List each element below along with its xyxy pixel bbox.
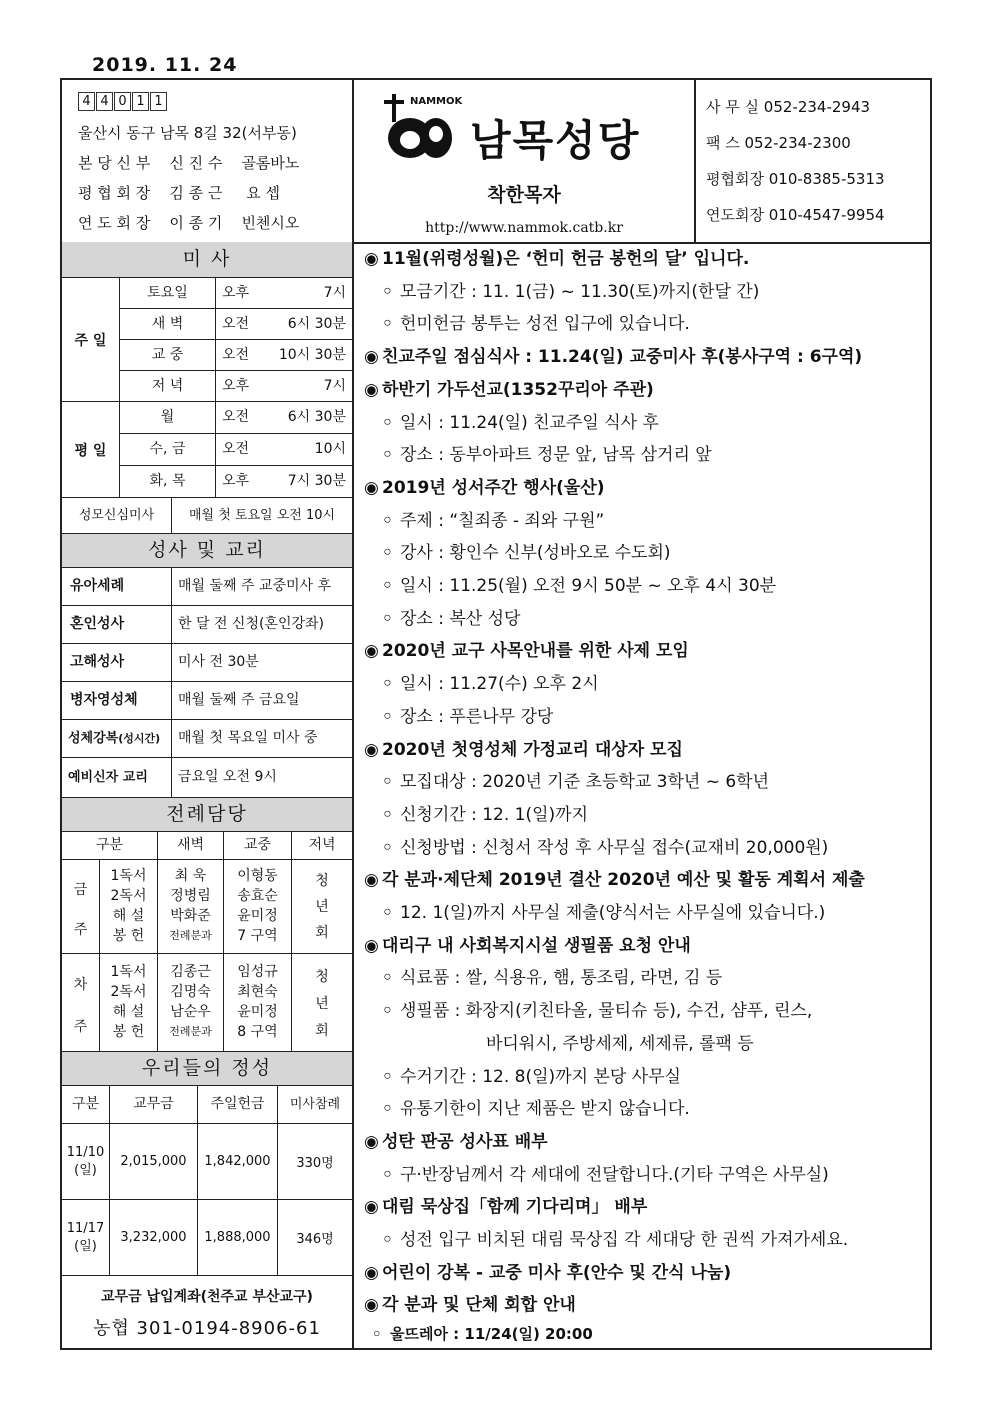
zip-digit: 4 (78, 92, 95, 111)
header-logo-area (354, 80, 696, 242)
sacraments-title: 성사 및 교리 (62, 534, 352, 568)
contacts (696, 80, 930, 242)
sacrament-label: 유아세례 (62, 568, 172, 606)
notice-item (382, 277, 759, 302)
sacrament-label: 고해성사 (62, 644, 172, 682)
notice-heading (364, 342, 862, 367)
target-bullet-icon: ◉ (364, 379, 379, 400)
notice-text: 11월(위령성월)은 ‘헌미 헌금 봉헌의 달’ 입니다. (382, 249, 750, 269)
notice-text: 어린이 강복 - 교중 미사 후(안수 및 간식 나눔) (382, 1262, 732, 1283)
sacrament-label: 혼인성사 (62, 606, 172, 644)
zip-digit: 1 (132, 92, 149, 111)
notice-text: 모집대상 : 2020년 기준 초등학교 3학년 ~ 6학년 (400, 772, 770, 793)
notice-text: 장소 : 푸른나무 강당 (400, 706, 554, 727)
notice-text: 각 분과·제단체 2019년 결산 2020년 예산 및 활동 계획서 제출 (382, 870, 865, 891)
notice-item (382, 1062, 681, 1087)
offering-sunday: 1,888,000 (198, 1200, 278, 1276)
notice-text: 성전 입구 비치된 대림 묵상집 각 세대당 한 권씩 가져가세요. (400, 1230, 849, 1250)
sunday-label: 주 일 (62, 278, 120, 402)
notice-text: 각 분과 및 단체 회합 안내 (382, 1295, 576, 1316)
circle-bullet-icon: ◦ (382, 1164, 393, 1185)
mass-day: 화, 목 (120, 466, 216, 498)
notice-item (382, 408, 659, 433)
notice-item (382, 309, 690, 334)
offering-tithe: 2,015,000 (110, 1124, 198, 1200)
bulletin-frame (60, 78, 932, 1350)
offering-sunday: 1,842,000 (198, 1124, 278, 1200)
notice-item (382, 604, 520, 629)
notice-heading (364, 1290, 576, 1315)
target-bullet-icon: ◉ (364, 870, 379, 891)
circle-bullet-icon: ◦ (382, 510, 393, 531)
circle-bullet-icon: ◦ (382, 1001, 393, 1022)
notice-text: 성탄 판공 성사표 배부 (382, 1131, 548, 1152)
notice-heading (364, 865, 865, 890)
liturgy-dawn: 최 욱 정병림 박화준 전례분과 (158, 860, 224, 954)
mass-day: 새 벽 (120, 309, 216, 340)
notice-text: 신청기간 : 12. 1(일)까지 (400, 804, 589, 825)
liturgy-title: 전례담당 (62, 798, 352, 832)
liturgy-dawn: 김종근 김명숙 남순우 전례분과 (158, 954, 224, 1052)
zip-code (78, 92, 168, 111)
staff-name: 김 종 근 (169, 184, 223, 202)
notice-list (354, 242, 930, 1350)
target-bullet-icon: ◉ (364, 1197, 379, 1218)
circle-bullet-icon: ◦ (382, 903, 393, 923)
target-bullet-icon: ◉ (364, 739, 379, 760)
contact-line: 평협회장 010-8385-5313 (706, 170, 885, 188)
contact-line: 연도회장 010-4547-9954 (706, 206, 885, 224)
notice-item (382, 702, 553, 727)
notice-heading (364, 1258, 731, 1283)
offering-attendance: 330명 (278, 1124, 352, 1200)
left-column (62, 242, 354, 1350)
mass-time: 오전 10시 30분 (216, 340, 352, 371)
offering-title: 우리들의 정성 (62, 1052, 352, 1086)
mass-day: 월 (120, 402, 216, 434)
notice-text: 대림 묵상집「함께 기다리며」 배부 (382, 1197, 648, 1218)
notice-heading (364, 1192, 647, 1217)
notice-item (382, 571, 776, 596)
mass-day: 교 중 (120, 340, 216, 371)
address: 울산시 동구 남목 8길 32(서부동) (78, 124, 297, 142)
target-bullet-icon: ◉ (364, 347, 379, 368)
staff-role: 평 협 회 장 (78, 184, 151, 202)
notice-text: 친교주일 점심식사 : 11.24(일) 교중미사 후(봉사구역 : 6구역) (382, 347, 863, 368)
liturgy-evening: 청 년 회 (292, 860, 352, 954)
notice-item (382, 800, 588, 825)
notice-item (382, 767, 769, 792)
sacrament-label: 성체강복(성시간) (62, 720, 172, 758)
liturgy-main: 임성규 최현숙 윤미정 8 구역 (224, 954, 292, 1052)
sacrament-value: 매월 첫 목요일 미사 중 (172, 720, 352, 758)
notice-text: 주제 : “칠죄종 - 죄와 구원” (400, 510, 605, 531)
heart-mass-value: 매월 첫 토요일 오전 10시 (172, 498, 352, 534)
notice-text: 하반기 가두선교(1352꾸리아 주관) (382, 379, 654, 400)
notice-text: 일시 : 11.24(일) 친교주일 식사 후 (400, 412, 659, 433)
liturgy-week: 금 주 (62, 860, 100, 954)
mass-title: 미 사 (62, 242, 352, 278)
notice-text: 2020년 첫영성체 가정교리 대상자 모집 (382, 739, 683, 760)
notice-item (382, 833, 828, 858)
notice-item (372, 1323, 593, 1344)
notice-text: 장소 : 동부아파트 정문 앞, 남목 삼거리 앞 (400, 445, 712, 466)
account-label: 교무금 납입계좌(천주교 부산교구) (101, 1289, 313, 1305)
notice-item (382, 1094, 690, 1119)
circle-bullet-icon: ◦ (382, 1066, 393, 1087)
liturgy-main: 이형동 송효순 윤미정 7 구역 (224, 860, 292, 954)
circle-bullet-icon: ◦ (382, 543, 393, 564)
sacrament-label: 예비신자 교리 (62, 758, 172, 798)
notice-text: 장소 : 복산 성당 (400, 608, 521, 629)
staff-saint: 골롬바노 (241, 154, 300, 172)
liturgy-header: 저녁 (292, 832, 352, 860)
notice-text: 울뜨레아 : 11/24(일) 20:00 (390, 1325, 593, 1344)
notice-text: 모금기간 : 11. 1(금) ~ 11.30(토)까지(한달 간) (400, 281, 760, 302)
notice-text: 2019년 성서주간 행사(울산) (382, 477, 605, 498)
website-link[interactable]: http://www.nammok.catb.kr (425, 220, 623, 236)
notice-item (382, 996, 812, 1021)
staff-row (78, 182, 280, 203)
church-name: 남목성당 (470, 116, 641, 165)
target-bullet-icon: ◉ (364, 935, 379, 956)
target-bullet-icon: ◉ (364, 1262, 379, 1283)
notice-text: 대리구 내 사회복지시설 생필품 요청 안내 (382, 935, 691, 956)
notice-text: 일시 : 11.27(수) 오후 2시 (400, 674, 599, 695)
notice-text: 2020년 교구 사목안내를 위한 사제 모임 (382, 641, 689, 662)
offering-header: 교무금 (110, 1086, 198, 1124)
circle-bullet-icon: ◦ (382, 968, 393, 989)
notice-text: 수거기간 : 12. 8(일)까지 본당 사무실 (400, 1066, 681, 1087)
circle-bullet-icon: ◦ (382, 772, 393, 793)
mass-day: 수, 금 (120, 434, 216, 466)
zip-digit: 0 (114, 92, 131, 111)
notice-item (382, 538, 671, 563)
circle-bullet-icon: ◦ (382, 281, 393, 302)
liturgy-header: 교중 (224, 832, 292, 860)
liturgy-roles: 1독서 2독서 해 설 봉 헌 (100, 954, 158, 1052)
notice-item (382, 1160, 829, 1185)
notice-heading (364, 1127, 548, 1152)
notice-item (382, 898, 825, 923)
staff-row (78, 212, 299, 233)
staff-role: 본 당 신 부 (78, 154, 151, 172)
liturgy-header: 구분 (62, 832, 158, 860)
notice-item (382, 440, 712, 465)
header (62, 80, 930, 244)
header-info (62, 80, 354, 242)
staff-name: 신 진 수 (169, 154, 223, 172)
sacrament-value: 금요일 오전 9시 (172, 758, 352, 798)
notice-text: 유통기한이 지난 제품은 받지 않습니다. (400, 1099, 690, 1120)
sacrament-value: 매월 둘째 주 금요일 (172, 682, 352, 720)
mass-day: 저 녁 (120, 371, 216, 402)
notice-text: 강사 : 황인수 신부(성바오로 수도회) (400, 543, 671, 564)
zip-digit: 4 (96, 92, 113, 111)
circle-bullet-icon: ◦ (382, 674, 393, 695)
circle-bullet-icon: ◦ (382, 608, 393, 629)
mass-day: 토요일 (120, 278, 216, 309)
notice-item (382, 506, 604, 531)
notice-text: 식료품 : 쌀, 식용유, 햄, 통조림, 라면, 김 등 (400, 968, 723, 989)
offering-tithe: 3,232,000 (110, 1200, 198, 1276)
notice-heading (364, 735, 683, 760)
motto: 착한목자 (487, 184, 561, 206)
notice-text: 헌미헌금 봉투는 성전 입구에 있습니다. (400, 314, 690, 335)
circle-bullet-icon: ◦ (382, 412, 393, 433)
staff-role: 연 도 회 장 (78, 214, 151, 232)
circle-bullet-icon: ◦ (382, 1230, 393, 1250)
sacrament-value: 미사 전 30분 (172, 644, 352, 682)
notice-text: 신청방법 : 신청서 작성 후 사무실 접수(교재비 20,000원) (400, 837, 829, 858)
sacrament-label: 병자영성체 (62, 682, 172, 720)
logo-caption: NAMMOK (410, 96, 463, 107)
contact-line: 사 무 실 052-234-2943 (706, 98, 871, 116)
circle-bullet-icon: ◦ (382, 706, 393, 727)
contact-line: 팩 스 052-234-2300 (706, 134, 851, 152)
sacrament-value: 한 달 전 신청(혼인강좌) (172, 606, 352, 644)
offering-header: 미사참례 (278, 1086, 352, 1124)
bulletin-date: 2019. 11. 24 (92, 54, 238, 76)
liturgy-week: 차 주 (62, 954, 100, 1052)
zip-digit: 1 (150, 92, 167, 111)
offering-date: 11/17 (일) (62, 1200, 110, 1276)
circle-bullet-icon: ◦ (382, 445, 393, 466)
circle-bullet-icon: ◦ (382, 576, 393, 596)
target-bullet-icon: ◉ (364, 641, 379, 662)
liturgy-evening: 청 년 회 (292, 954, 352, 1052)
account-number: 농협 301-0194-8906-61 (93, 1318, 321, 1339)
circle-bullet-icon: ◦ (382, 314, 393, 335)
circle-bullet-icon: ◦ (382, 1099, 393, 1120)
liturgy-roles: 1독서 2독서 해 설 봉 헌 (100, 860, 158, 954)
notice-text: 12. 1(일)까지 사무실 제출(양식서는 사무실에 있습니다.) (400, 903, 826, 923)
notice-item (382, 669, 599, 694)
offering-attendance: 346명 (278, 1200, 352, 1276)
target-bullet-icon: ◉ (364, 1295, 379, 1316)
notice-heading (364, 636, 689, 661)
mass-time: 오후 7시 (216, 278, 352, 309)
circle-bullet-icon: ◦ (382, 837, 393, 858)
notice-item (382, 963, 722, 988)
mass-time: 오전 6시 30분 (216, 402, 352, 434)
circle-bullet-icon: ◦ (372, 1325, 382, 1344)
staff-name: 이 종 기 (169, 214, 223, 232)
notice-text: 구·반장님께서 각 세대에 전달합니다.(기타 구역은 사무실) (400, 1164, 829, 1185)
notice-heading (364, 375, 654, 400)
staff-saint: 빈첸시오 (241, 214, 300, 232)
offering-header: 주일헌금 (198, 1086, 278, 1124)
notice-text: 일시 : 11.25(월) 오전 9시 50분 ~ 오후 4시 30분 (400, 576, 777, 596)
notice-text: 생필품 : 화장지(키친타올, 물티슈 등), 수건, 샴푸, 린스, (400, 1001, 813, 1022)
notice-item (486, 1029, 754, 1054)
staff-saint: 요 셉 (246, 184, 280, 202)
staff-row (78, 152, 299, 173)
mass-time: 오후 7시 (216, 371, 352, 402)
mass-time: 오전 10시 (216, 434, 352, 466)
mass-time: 오후 7시 30분 (216, 466, 352, 498)
target-bullet-icon: ◉ (364, 477, 379, 498)
notice-heading (364, 244, 749, 269)
target-bullet-icon: ◉ (364, 249, 379, 269)
notice-heading (364, 931, 691, 956)
weekday-label: 평 일 (62, 402, 120, 498)
offering-header: 구분 (62, 1086, 110, 1124)
circle-bullet-icon: ◦ (382, 804, 393, 825)
sacrament-value: 매월 둘째 주 교중미사 후 (172, 568, 352, 606)
offering-date: 11/10 (일) (62, 1124, 110, 1200)
liturgy-header: 새벽 (158, 832, 224, 860)
notice-item (382, 1225, 848, 1250)
notice-text: 바디워시, 주방세제, 세제류, 롤팩 등 (486, 1033, 754, 1054)
notice-heading (364, 473, 605, 498)
church-logo (374, 90, 674, 166)
mass-time: 오전 6시 30분 (216, 309, 352, 340)
target-bullet-icon: ◉ (364, 1131, 379, 1152)
heart-mass-label: 성모신심미사 (62, 498, 172, 534)
